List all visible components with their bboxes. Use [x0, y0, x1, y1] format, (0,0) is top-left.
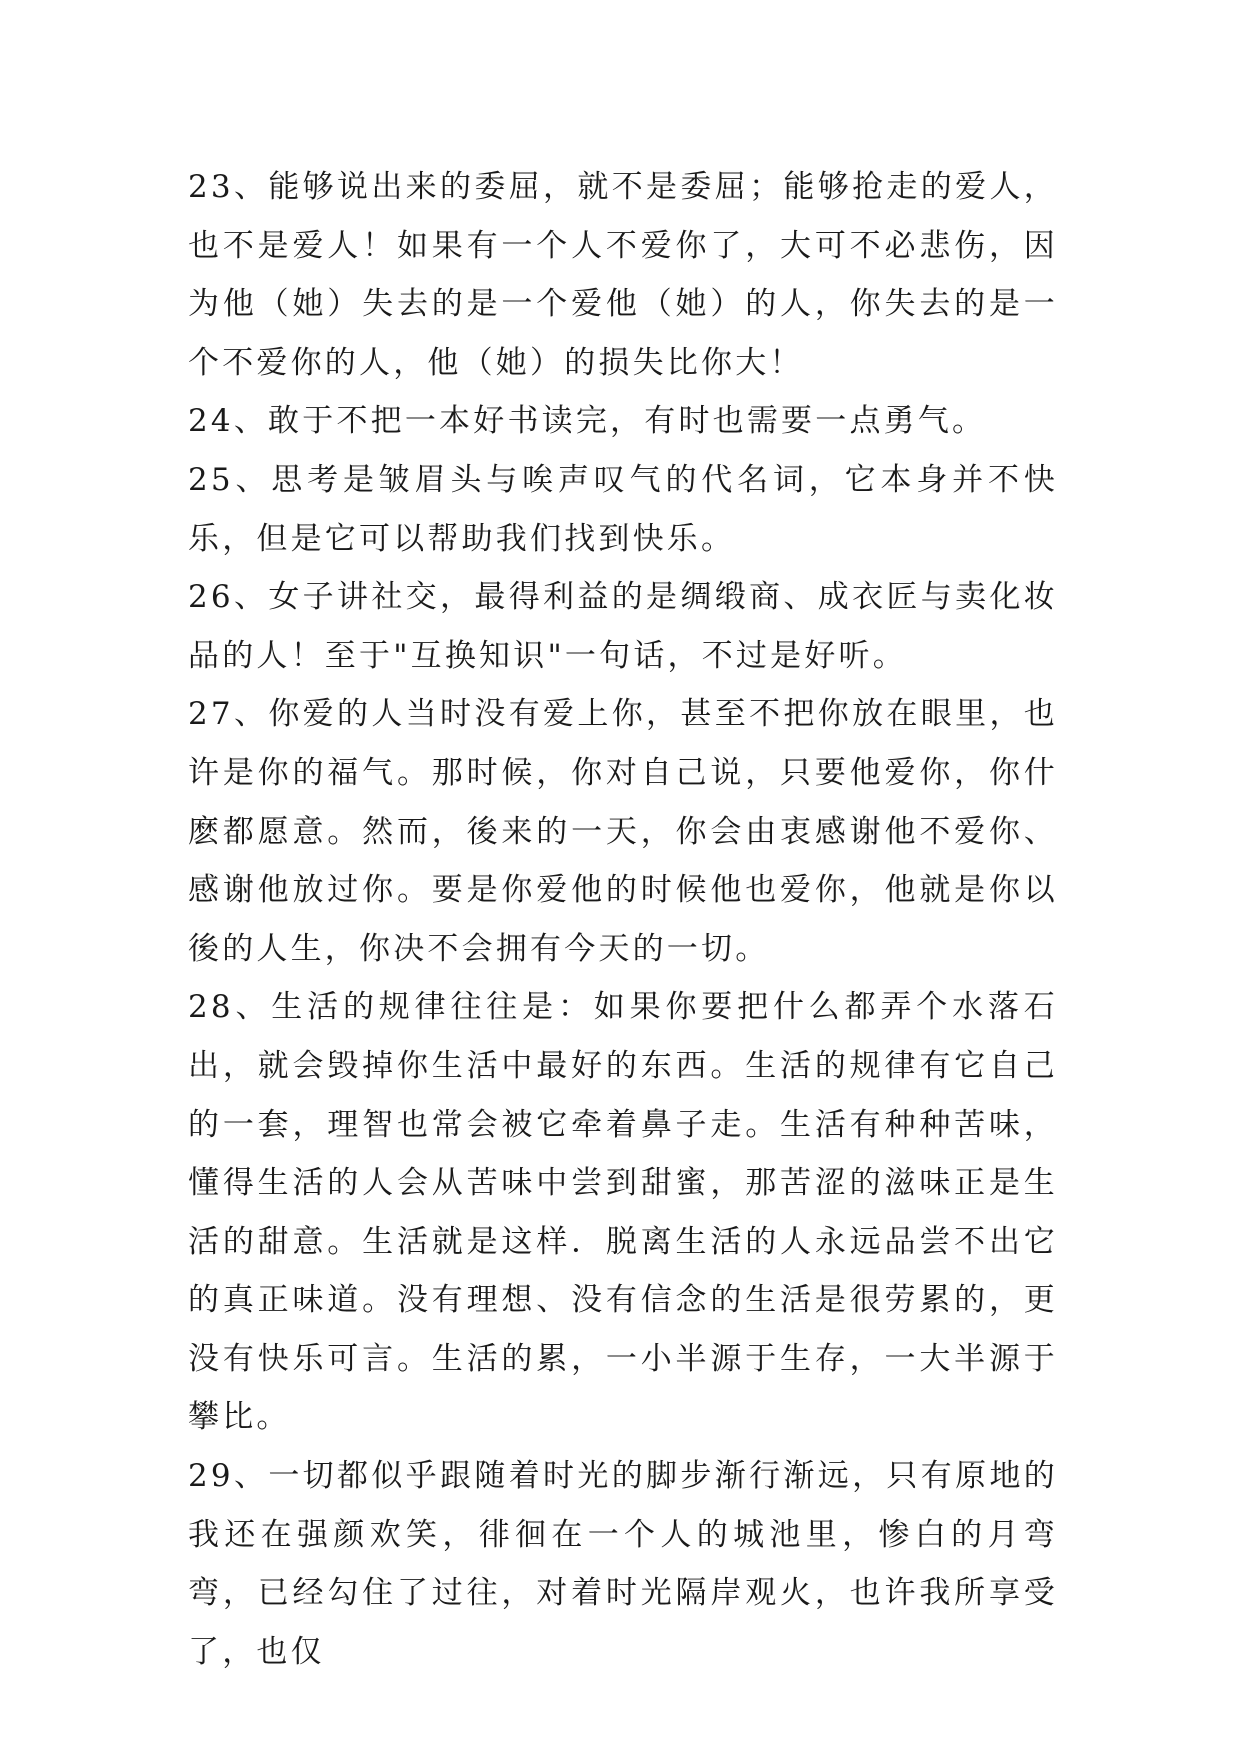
paragraph-24: 24、敢于不把一本好书读完，有时也需要一点勇气。 — [188, 403, 987, 440]
paragraph-25: 25、思考是皱眉头与唉声叹气的代名词，它本身并不快乐，但是它可以帮助我们找到快乐。 — [188, 461, 1058, 557]
paragraph-28: 28、生活的规律往往是：如果你要把什么都弄个水落石出，就会毁掉你生活中最好的东西。生活的规律有它自己的一套，理智也常会被它牵着鼻子走。生活有种种苦味，懂得生活的人会从苦味中尝到甜蜜，那苦涩的滋味正是生活的甜意。生活就是这样．脱离生活的人永远品尝不出它的真正味道。没有理想、没有信念的生活是很劳累的，更没有快乐可言。生活的累，一小半源于生存，一大半源于攀比。 — [188, 989, 1058, 1436]
document-body — [188, 158, 1058, 1681]
paragraph-27: 27、你爱的人当时没有爱上你，甚至不把你放在眼里，也许是你的福气。那时候，你对自己说，只要他爱你，你什麽都愿意。然而，後来的一天，你会由衷感谢他不爱你、感谢他放过你。要是你爱他的时候他也爱你，他就是你以後的人生，你决不会拥有今天的一切。 — [188, 696, 1058, 967]
paragraph-26: 26、女子讲社交，最得利益的是绸缎商、成衣匠与卖化妆品的人！至于"互换知识"一句话，不过是好听。 — [188, 579, 1058, 674]
paragraph-23: 23、能够说出来的委屈，就不是委屈；能够抢走的爱人，也不是爱人！如果有一个人不爱你了，大可不必悲伤，因为他（她）失去的是一个爱他（她）的人，你失去的是一个不爱你的人，他（她）的损失比你大！ — [188, 169, 1058, 381]
paragraph-29: 29、一切都似乎跟随着时光的脚步渐行渐远，只有原地的我还在强颜欢笑，徘徊在一个人的城池里，惨白的月弯弯，已经勾住了过往，对着时光隔岸观火，也许我所享受了，也仅 — [188, 1458, 1058, 1670]
